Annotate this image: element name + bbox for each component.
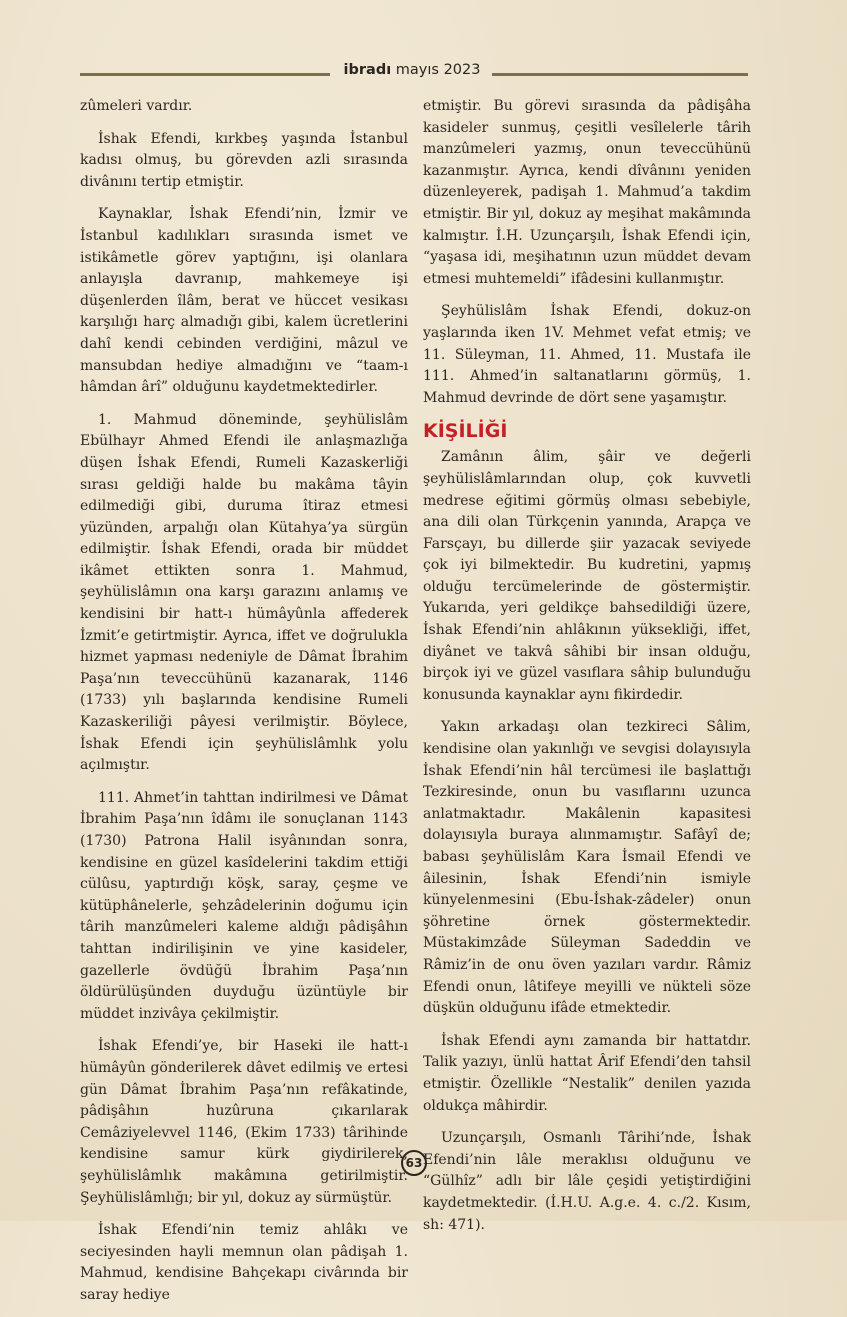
running-header (80, 62, 748, 86)
paragraph: zûmeleri vardır. (80, 98, 193, 114)
paragraph: 1. Mahmud döneminde, şeyhülislâm Ebülhayr Ahmed Efendi ile anlaşmazlığa düşen İshak Efendi, Rumeli Kazaskerliği sırası geldiği halde bu makâma tâyin edilmediği gibi, duruma îtiraz etmesi yüzünden, arpalığı olan Kütahya’ya sürgün edilmiştir. İshak Efendi, orada bir müddet ikâmet ettikten sonra 1. Mahmud, şeyhülislâmın ona karşı garazını anlamış ve kendisini bir hatt-ı hümâyûnla affederek İzmit’e getirtmiştir. Ayrıca, iffet ve doğrulukla hizmet yapması nedeniyle de Dâmat İbrahim Paşa’nın teveccühünü kazanarak, 1146 (1733) yılı başlarında kendisine Rumeli Kazaskeriliği pâyesi verilmiştir. Böylece, İshak Efendi için şeyhülislâmlık yolu açılmıştır. (80, 411, 408, 774)
paragraph: Yakın arkadaşı olan tezkireci Sâlim, kendisine olan yakınlığı ve sevgisi dolayısıyla İshak Efendi’nin hâl tercümesi ile başlattığı Tezkiresinde, onun bu vasıflarını uzunca anlatmaktadır. Makâlenin kapasitesi dolayısıyla buraya alınmamıştır. Safâyî de; babası şeyhülislâm Kara İsmail Efendi ve âilesinin, İshak Efendi’nin ismiyle künyelenmesini (Ebu-İshak-zâdeler) onun şöhretine örnek göstermektedir. Müstakimzâde Süleyman Sadeddin ve Râmiz’in de onu öven yazıları vardır. Râmiz Efendi onun, lâtifeye meyilli ve nükteli söze düşkün olduğunu ifâde etmektedir. (423, 719, 751, 1017)
paragraph: Kaynaklar, İshak Efendi’nin, İzmir ve İstanbul kadılıkları sırasında ismet ve istikâmetle görev yaptığını, işi olanlara anlayışla davranıp, mahkemeye işi düşenlerden îlâm, berat ve hüccet vesikası karşılığı harç almadığı gibi, kalem ücretlerini dahî kendi cebinden verdiğini, mâzul ve mansubdan hediye almadığını ve “taam-ı hâmdan ârî” olduğunu kaydetmektedirler. (80, 206, 408, 396)
paragraph: Uzunçarşılı, Osmanlı Târihi’nde, İshak Efendi’nin lâle meraklısı olduğunu ve “Gülhîz” adlı bir lâle çeşidi yetiştirdiğini kaydetmektedir. (İ.H.U. A.g.e. 4. c./2. Kısım, sh: 471). (423, 1130, 751, 1233)
page-number: 63 (401, 1150, 427, 1176)
issue-date: mayıs 2023 (395, 62, 481, 78)
section-heading: KİŞİLİĞİ (423, 420, 508, 443)
header-rule-left (80, 73, 330, 76)
paragraph: etmiştir. Bu görevi sırasında da pâdişâha kasideler sunmuş, çeşitli vesîlelerle târih manzûmeleri yazmış, onun teveccühünü kazanmıştır. Ayrıca, kendi dîvânını yeniden düzenleyerek, padişah 1. Mahmud’a takdim etmiştir. Bir yıl, dokuz ay meşihat makâmında kalmıştır. İ.H. Uzunçarşılı, İshak Efendi için, “yaşasa idi, meşihatının uzun müddet devam etmesi muhtemeldi” ifâdesini kullanmıştır. (423, 98, 751, 287)
magazine-brand: ibradı (343, 62, 392, 78)
paragraph: İshak Efendi aynı zamanda bir hattatdır. Talik yazıyı, ünlü hattat Ârif Efendi’den tahsil etmiştir. Özellikle “Nestalik” denilen yazıda oldukça mâhirdir. (423, 1032, 751, 1114)
paragraph: İshak Efendi, kırkbeş yaşında İstanbul kadısı olmuş, bu görevden azli sırasında divânını tertip etmiştir. (80, 130, 408, 190)
right-column (423, 96, 751, 1247)
paragraph: İshak Efendi’nin temiz ahlâkı ve seciyesinden hayli memnun olan pâdişah 1. Mahmud, kendisine Bahçekapı civârında bir saray hediye (80, 1222, 408, 1303)
paragraph: 111. Ahmet’in tahttan indirilmesi ve Dâmat İbrahim Paşa’nın îdâmı ile sonuçlanan 1143 (1730) Patrona Halil isyânından sonra, kendisine en güzel kasîdelerini takdim ettiği cülûsu, yaptırdığı köşk, saray, çeşme ve kütüphânelerle, şehzâdelerinin doğumu için târih manzûmeleri kaleme aldığı pâdişâhın tahttan indirilişinin ve yine kasideler, gazellerle övdüğü İbrahim Paşa’nın öldürülüşünden duyduğu üzüntüyle bir müddet inzivâya çekilmiştir. (80, 789, 408, 1022)
left-column (80, 96, 408, 1317)
header-title (336, 62, 488, 78)
paragraph: İshak Efendi’ye, bir Haseki ile hatt-ı hümâyûn gönderilerek dâvet edilmiş ve ertesi gün Dâmat İbrahim Paşa’nın refâkatinde, pâdişâhın huzûruna çıkarılarak Cemâziyelevvel 1146, (Ekim 1733) târihinde kendisine samur kürk giydirilerek, şeyhülislâmlık makâmına getirilmiştir. Şeyhülislâmlığı; bir yıl, dokuz ay sürmüştür. (80, 1038, 408, 1206)
paragraph: Zamânın âlim, şâir ve değerli şeyhülislâmlarından olup, çok kuvvetli medrese eğitimi görmüş olması sebebiyle, ana dili olan Türkçenin yanında, Arapça ve Farsçayı, bu dillerde şiir yazacak seviyede çok iyi bilmektedir. Bu kudretini, yapmış olduğu tercümelerinde de göstermiştir. Yukarıda, yeri geldikçe bahsedildiği üzere, İshak Efendi’nin ahlâkının yüksekliği, iffet, diyânet ve takvâ sâhibi bir insan olduğu, birçok iyi ve güzel vasıflara sâhip bulunduğu konusunda kaynaklar aynı fikirdedir. (423, 449, 751, 703)
paragraph: Şeyhülislâm İshak Efendi, dokuz-on yaşlarında iken 1V. Mehmet vefat etmiş; ve 11. Süleyman, 11. Ahmed, 11. Mustafa ile 111. Ahmed’in saltanatlarını görmüş, 1. Mahmud devrinde de dört sene yaşamıştır. (423, 303, 751, 406)
header-rule-right (492, 73, 748, 76)
